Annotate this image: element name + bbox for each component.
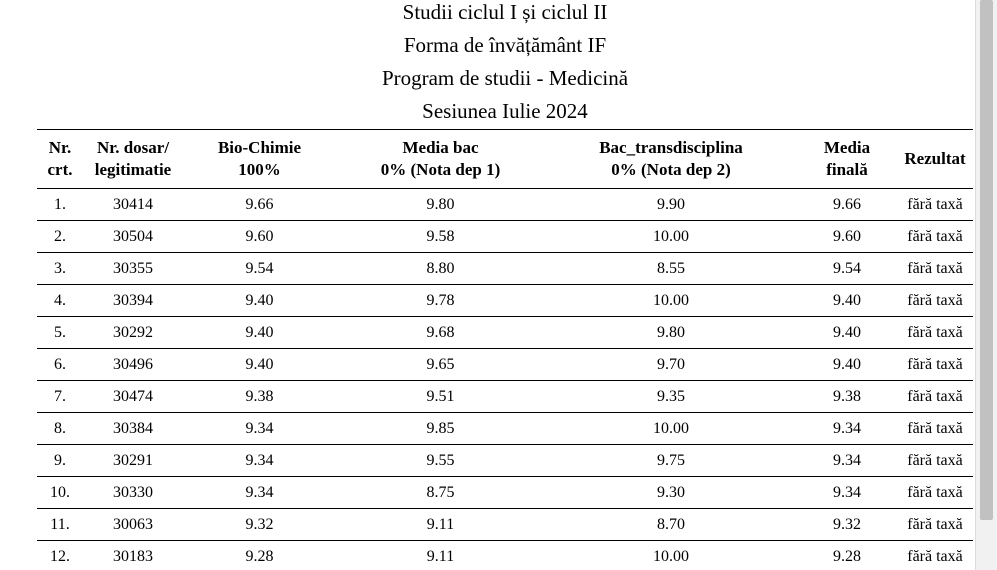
cell-nr: 3.	[37, 253, 83, 285]
cell-media: 9.40	[797, 349, 897, 381]
cell-rezultat: fără taxă	[897, 381, 973, 413]
cell-rezultat: fără taxă	[897, 509, 973, 541]
col-header-nr: Nr. crt.	[37, 130, 83, 189]
cell-dosar: 30292	[83, 317, 183, 349]
vertical-scrollbar[interactable]	[975, 0, 997, 570]
cell-dosar: 30474	[83, 381, 183, 413]
cell-nr: 6.	[37, 349, 83, 381]
cell-dosar: 30330	[83, 477, 183, 509]
table-row	[37, 349, 973, 381]
cell-bac: 9.85	[336, 413, 545, 445]
cell-dosar: 30291	[83, 445, 183, 477]
col-header-rezultat: Rezultat	[897, 130, 973, 189]
cell-media: 9.40	[797, 317, 897, 349]
cell-bac: 9.58	[336, 221, 545, 253]
cell-bio: 9.34	[183, 413, 336, 445]
cell-media: 9.28	[797, 541, 897, 570]
cell-bac: 9.55	[336, 445, 545, 477]
header-form: Forma de învățământ IF	[403, 33, 607, 57]
cell-rezultat: fără taxă	[897, 413, 973, 445]
cell-dosar: 30384	[83, 413, 183, 445]
scrollbar-thumb[interactable]	[980, 0, 993, 520]
table-row	[37, 541, 973, 570]
cell-dosar: 30394	[83, 285, 183, 317]
cell-bac: 9.80	[336, 189, 545, 221]
cell-bac: 8.75	[336, 477, 545, 509]
cell-dosar: 30504	[83, 221, 183, 253]
cell-nr: 7.	[37, 381, 83, 413]
results-table	[37, 129, 973, 570]
cell-media: 9.60	[797, 221, 897, 253]
cell-bio: 9.60	[183, 221, 336, 253]
col-header-media: Media finală	[797, 130, 897, 189]
cell-nr: 12.	[37, 541, 83, 570]
col-header-dosar: Nr. dosar/ legitimatie	[83, 130, 183, 189]
table-header-row	[37, 130, 973, 189]
table-row	[37, 445, 973, 477]
cell-bio: 9.40	[183, 285, 336, 317]
cell-trans: 10.00	[545, 541, 797, 570]
cell-nr: 10.	[37, 477, 83, 509]
cell-media: 9.32	[797, 509, 897, 541]
cell-trans: 10.00	[545, 413, 797, 445]
cell-bac: 9.11	[336, 541, 545, 570]
cell-trans: 10.00	[545, 285, 797, 317]
cell-rezultat: fără taxă	[897, 349, 973, 381]
col-header-bac: Media bac 0% (Nota dep 1)	[336, 130, 545, 189]
header-cycle: Studii ciclul I și ciclul II	[402, 0, 608, 24]
table-row	[37, 413, 973, 445]
cell-dosar: 30063	[83, 509, 183, 541]
cell-bac: 9.11	[336, 509, 545, 541]
table-row	[37, 477, 973, 509]
cell-media: 9.66	[797, 189, 897, 221]
table-row	[37, 381, 973, 413]
col-header-bio: Bio-Chimie 100%	[183, 130, 336, 189]
cell-dosar: 30496	[83, 349, 183, 381]
table-row	[37, 285, 973, 317]
cell-rezultat: fără taxă	[897, 541, 973, 570]
table-row	[37, 189, 973, 221]
cell-trans: 9.90	[545, 189, 797, 221]
cell-bio: 9.34	[183, 445, 336, 477]
cell-nr: 2.	[37, 221, 83, 253]
table-row	[37, 317, 973, 349]
cell-bio: 9.40	[183, 349, 336, 381]
cell-media: 9.34	[797, 477, 897, 509]
cell-media: 9.34	[797, 413, 897, 445]
cell-rezultat: fără taxă	[897, 253, 973, 285]
table-row	[37, 253, 973, 285]
header-program: Program de studii - Medicină	[381, 66, 629, 90]
cell-rezultat: fără taxă	[897, 445, 973, 477]
cell-bio: 9.66	[183, 189, 336, 221]
header-session: Sesiunea Iulie 2024	[422, 99, 588, 123]
cell-bac: 9.68	[336, 317, 545, 349]
cell-trans: 8.55	[545, 253, 797, 285]
cell-bio: 9.28	[183, 541, 336, 570]
table-row	[37, 509, 973, 541]
cell-bio: 9.38	[183, 381, 336, 413]
col-header-trans: Bac_transdisciplina 0% (Nota dep 2)	[545, 130, 797, 189]
cell-bac: 9.65	[336, 349, 545, 381]
cell-bio: 9.34	[183, 477, 336, 509]
cell-trans: 10.00	[545, 221, 797, 253]
cell-bio: 9.40	[183, 317, 336, 349]
cell-dosar: 30183	[83, 541, 183, 570]
cell-bio: 9.54	[183, 253, 336, 285]
cell-nr: 11.	[37, 509, 83, 541]
cell-media: 9.40	[797, 285, 897, 317]
cell-nr: 9.	[37, 445, 83, 477]
cell-dosar: 30414	[83, 189, 183, 221]
table-row	[37, 221, 973, 253]
cell-bio: 9.32	[183, 509, 336, 541]
cell-media: 9.38	[797, 381, 897, 413]
cell-media: 9.34	[797, 445, 897, 477]
cell-nr: 1.	[37, 189, 83, 221]
cell-trans: 9.35	[545, 381, 797, 413]
cell-bac: 9.78	[336, 285, 545, 317]
cell-rezultat: fără taxă	[897, 285, 973, 317]
cell-bac: 9.51	[336, 381, 545, 413]
cell-rezultat: fără taxă	[897, 477, 973, 509]
cell-trans: 9.30	[545, 477, 797, 509]
cell-trans: 9.70	[545, 349, 797, 381]
cell-rezultat: fără taxă	[897, 189, 973, 221]
cell-nr: 4.	[37, 285, 83, 317]
cell-trans: 9.75	[545, 445, 797, 477]
cell-trans: 8.70	[545, 509, 797, 541]
cell-media: 9.54	[797, 253, 897, 285]
cell-rezultat: fără taxă	[897, 317, 973, 349]
cell-nr: 5.	[37, 317, 83, 349]
cell-nr: 8.	[37, 413, 83, 445]
cell-rezultat: fără taxă	[897, 221, 973, 253]
cell-dosar: 30355	[83, 253, 183, 285]
cell-bac: 8.80	[336, 253, 545, 285]
cell-trans: 9.80	[545, 317, 797, 349]
